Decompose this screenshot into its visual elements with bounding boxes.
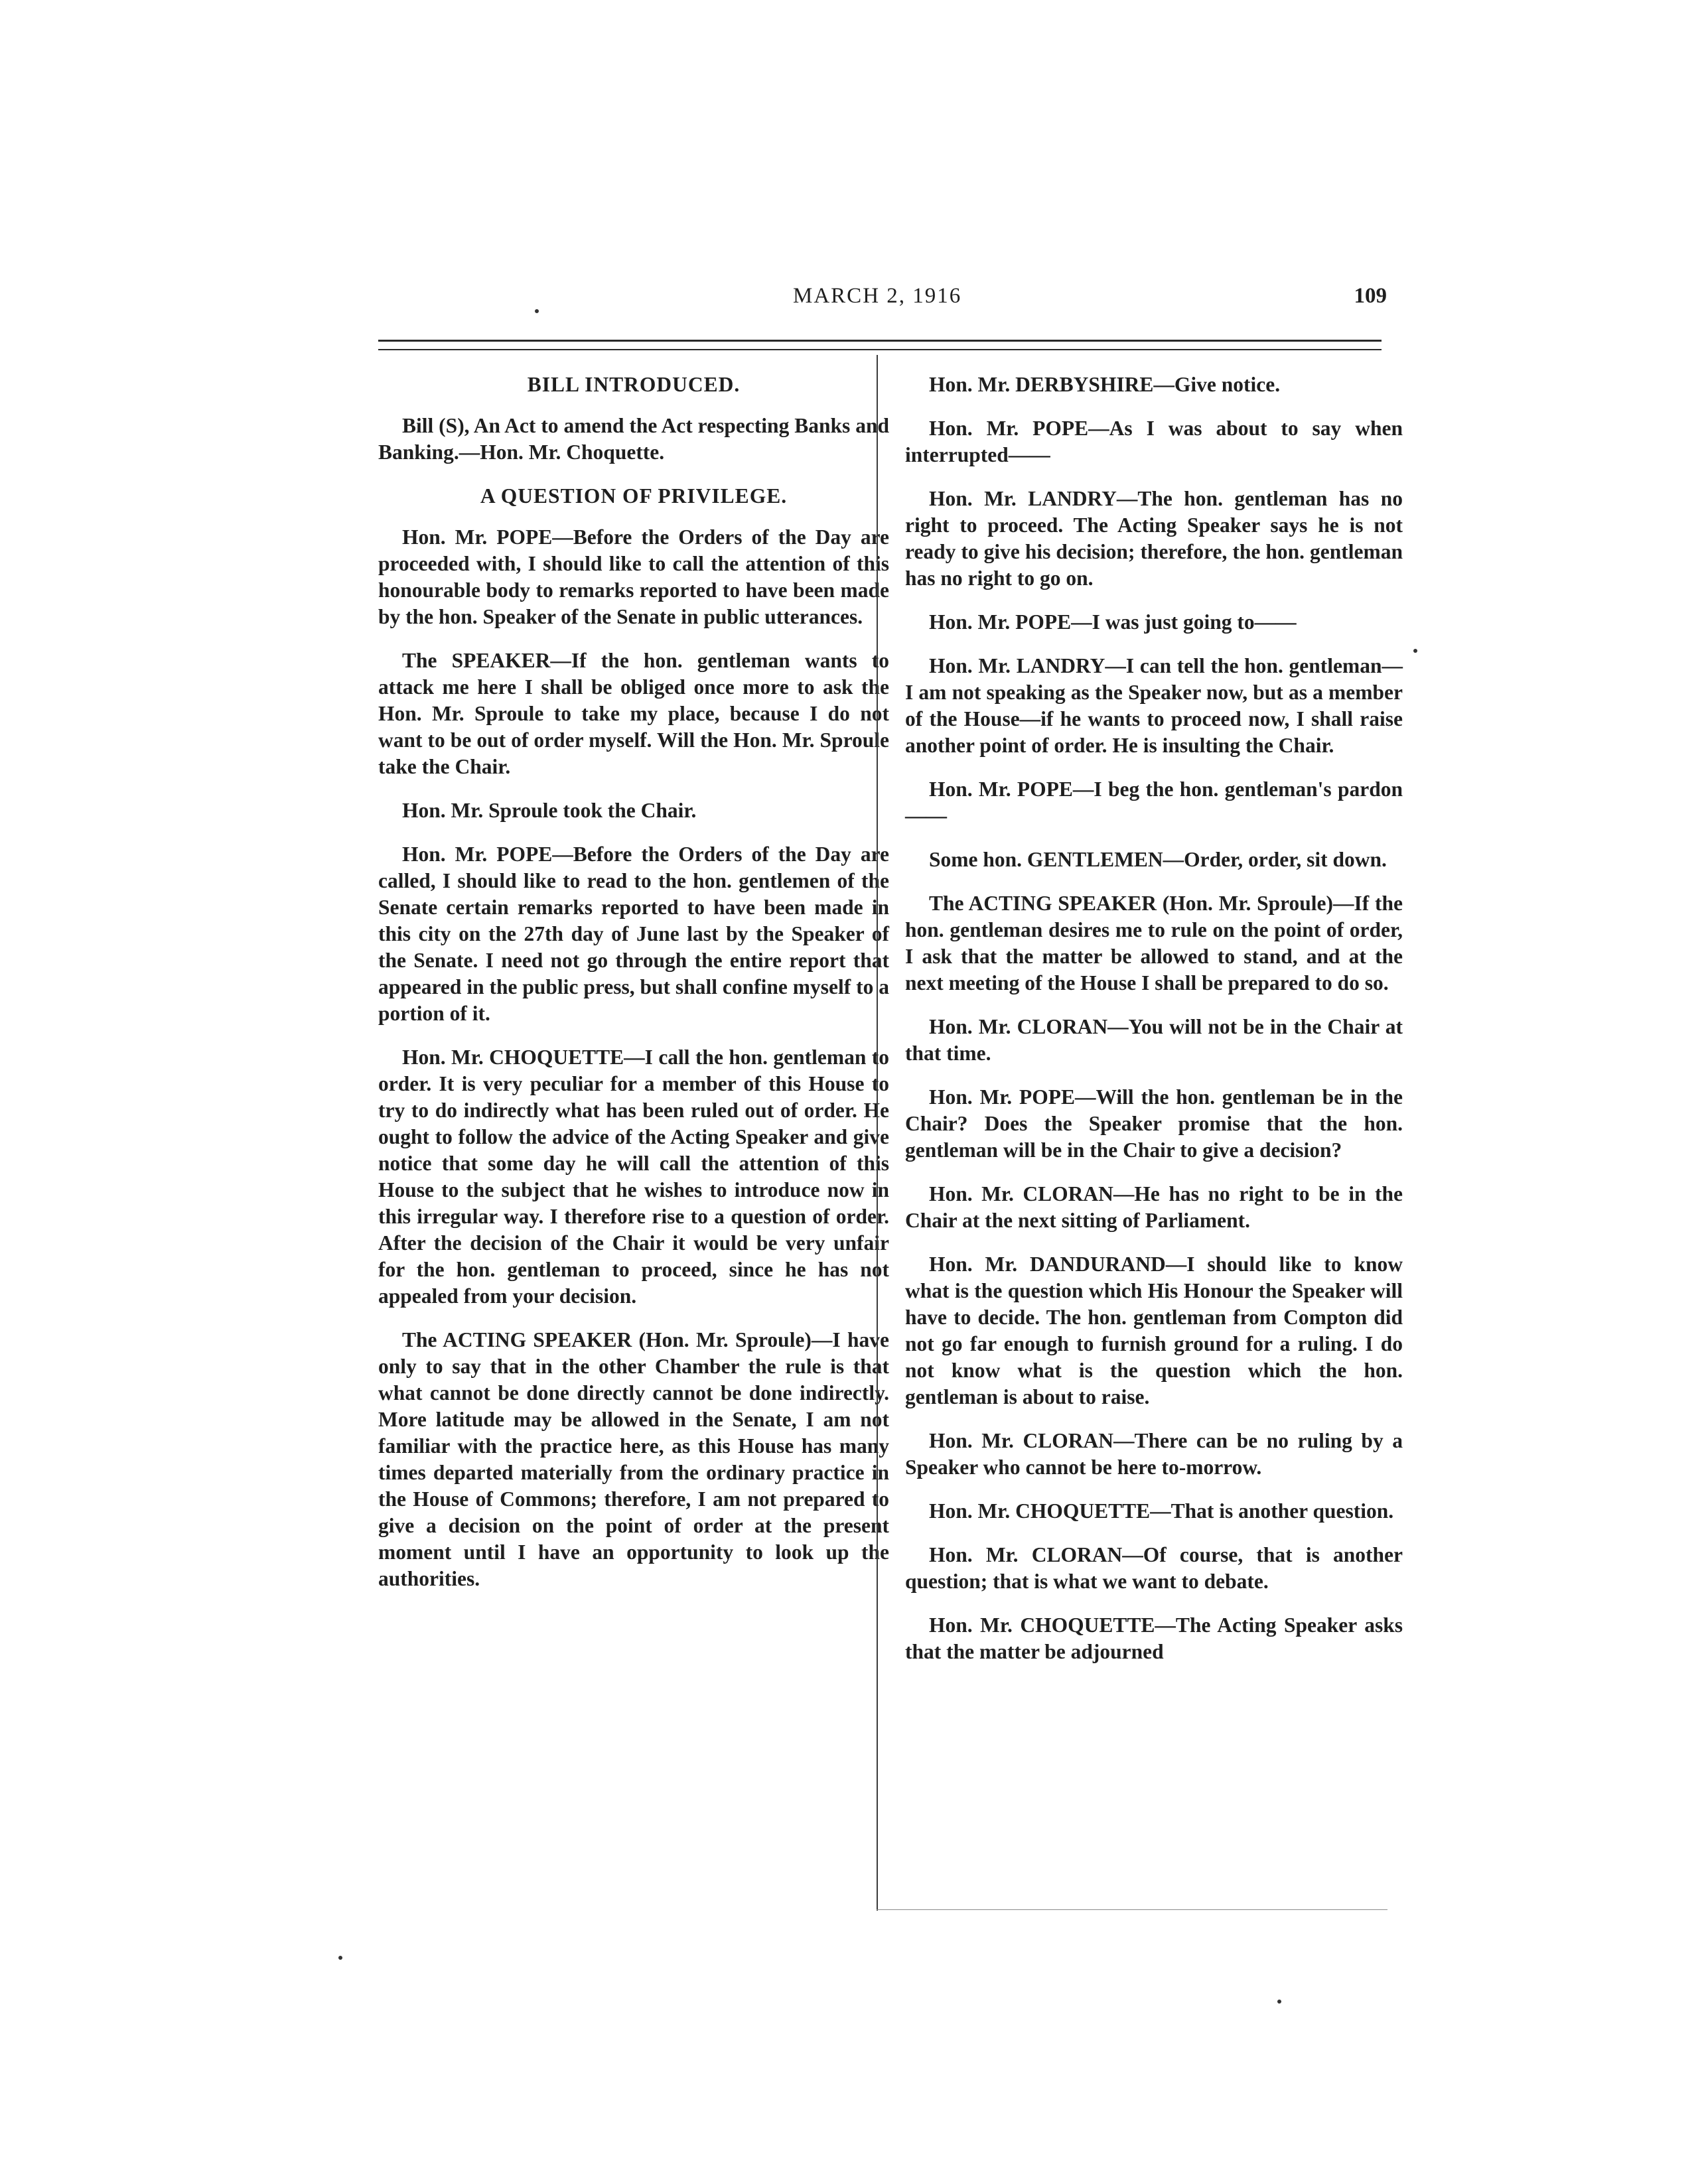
scan-speck — [338, 1956, 342, 1960]
right-paragraph: Hon. Mr. CHOQUETTE—That is another question. — [929, 1499, 1394, 1523]
page-header — [378, 284, 1387, 324]
right-paragraph: Hon. Mr. LANDRY—I can tell the hon. gentleman—I am not speaking as the Speaker now, but as a member of the House—if he wants to proceed now, I shall raise another point of order. He is insulting the Chair. — [905, 654, 1403, 757]
left-section-heading: BILL INTRODUCED. — [527, 373, 741, 396]
right-paragraph: Hon. Mr. DANDURAND—I should like to know what is the question which His Honour the Speaker will have to decide. The hon. gentleman from Compton did not go far enough to furnish ground for a ruling. I do not know what is the question which the hon. gentleman is about to raise. — [905, 1253, 1403, 1408]
right-paragraph: Hon. Mr. POPE—I beg the hon. gentleman's pardon—— — [905, 778, 1403, 827]
right-column — [905, 372, 1403, 1682]
scan-speck — [1413, 649, 1417, 653]
right-paragraph: Hon. Mr. POPE—As I was about to say when interrupted—— — [905, 417, 1403, 466]
left-section-heading: A QUESTION OF PRIVILEGE. — [480, 484, 788, 508]
scan-speck — [535, 309, 539, 313]
page-date: MARCH 2, 1916 — [793, 284, 962, 308]
left-paragraph: Hon. Mr. Sproule took the Chair. — [402, 799, 697, 822]
left-column — [378, 372, 889, 1609]
right-paragraph: Hon. Mr. CLORAN—He has no right to be in the Chair at the next sitting of Parliament. — [905, 1182, 1403, 1232]
left-paragraph: Hon. Mr. POPE—Before the Orders of the Day are proceeded with, I should like to call the attention of this honourable body to remarks reported to have been made by the hon. Speaker of the Senate in public utterances. — [378, 525, 889, 628]
right-paragraph: Hon. Mr. LANDRY—The hon. gentleman has no right to proceed. The Acting Speaker says he is not ready to give his decision; therefore, the hon. gentleman has no right to go on. — [905, 487, 1403, 590]
left-paragraph: The ACTING SPEAKER (Hon. Mr. Sproule)—I have only to say that in the other Chamber the rule is that what cannot be done directly cannot be done indirectly. More latitude may be allowed in the Senate, I am not familiar with the practice here, as this House has many times departed materially from the ordinary practice in the House of Commons; therefore, I am not prepared to give a decision on the point of order at the present moment until I have an opportunity to look up the authorities. — [378, 1328, 889, 1590]
right-paragraph: Hon. Mr. CLORAN—You will not be in the Chair at that time. — [905, 1015, 1403, 1065]
left-paragraph: Hon. Mr. CHOQUETTE—I call the hon. gentleman to order. It is very peculiar for a member of this House to try to do indirectly what has been ruled out of order. He ought to follow the advice of the Acting Speaker and give notice that some day he will call the attention of this House to the subject that he wishes to introduce now in this irregular way. I therefore rise to a question of order. After the decision of the Chair it would be very unfair for the hon. gentleman to proceed, since he has not appealed from your decision. — [378, 1046, 889, 1308]
column-divider — [877, 355, 878, 1911]
header-rule-top — [378, 340, 1382, 342]
right-paragraph: Hon. Mr. DERBYSHIRE—Give notice. — [929, 373, 1281, 396]
scan-speck — [1277, 2000, 1281, 2004]
left-paragraph: The SPEAKER—If the hon. gentleman wants to attack me here I shall be obliged once more to ask the Hon. Mr. Sproule to take my place, because I do not want to be out of order myself. Will the Hon. Mr. Sproule take the Chair. — [378, 649, 889, 778]
right-paragraph: Hon. Mr. CHOQUETTE—The Acting Speaker asks that the matter be adjourned — [905, 1613, 1403, 1663]
bottom-rule — [877, 1909, 1387, 1910]
left-paragraph: Bill (S), An Act to amend the Act respecting Banks and Banking.—Hon. Mr. Choquette. — [378, 414, 889, 464]
header-rule-bottom — [378, 349, 1382, 350]
right-paragraph: Some hon. GENTLEMEN—Order, order, sit down. — [929, 848, 1387, 871]
right-paragraph: Hon. Mr. POPE—Will the hon. gentleman be in the Chair? Does the Speaker promise that the hon. gentleman will be in the Chair to give a decision? — [905, 1085, 1403, 1162]
page-number: 109 — [1354, 284, 1387, 308]
right-paragraph: Hon. Mr. CLORAN—Of course, that is another question; that is what we want to debate. — [905, 1543, 1403, 1593]
right-paragraph: Hon. Mr. CLORAN—There can be no ruling by a Speaker who cannot be here to-morrow. — [905, 1429, 1403, 1479]
right-paragraph: Hon. Mr. POPE—I was just going to—— — [929, 610, 1297, 634]
left-paragraph: Hon. Mr. POPE—Before the Orders of the Day are called, I should like to read to the hon. gentlemen of the Senate certain remarks reported to have been made in this city on the 27th day of June last by the Speaker of the Senate. I need not go through the entire report that appeared in the public press, but shall confine myself to a portion of it. — [378, 843, 889, 1025]
right-paragraph: The ACTING SPEAKER (Hon. Mr. Sproule)—If the hon. gentleman desires me to rule on the point of order, I ask that the matter be allowed to stand, and at the next meeting of the House I shall be prepared to do so. — [905, 892, 1403, 994]
